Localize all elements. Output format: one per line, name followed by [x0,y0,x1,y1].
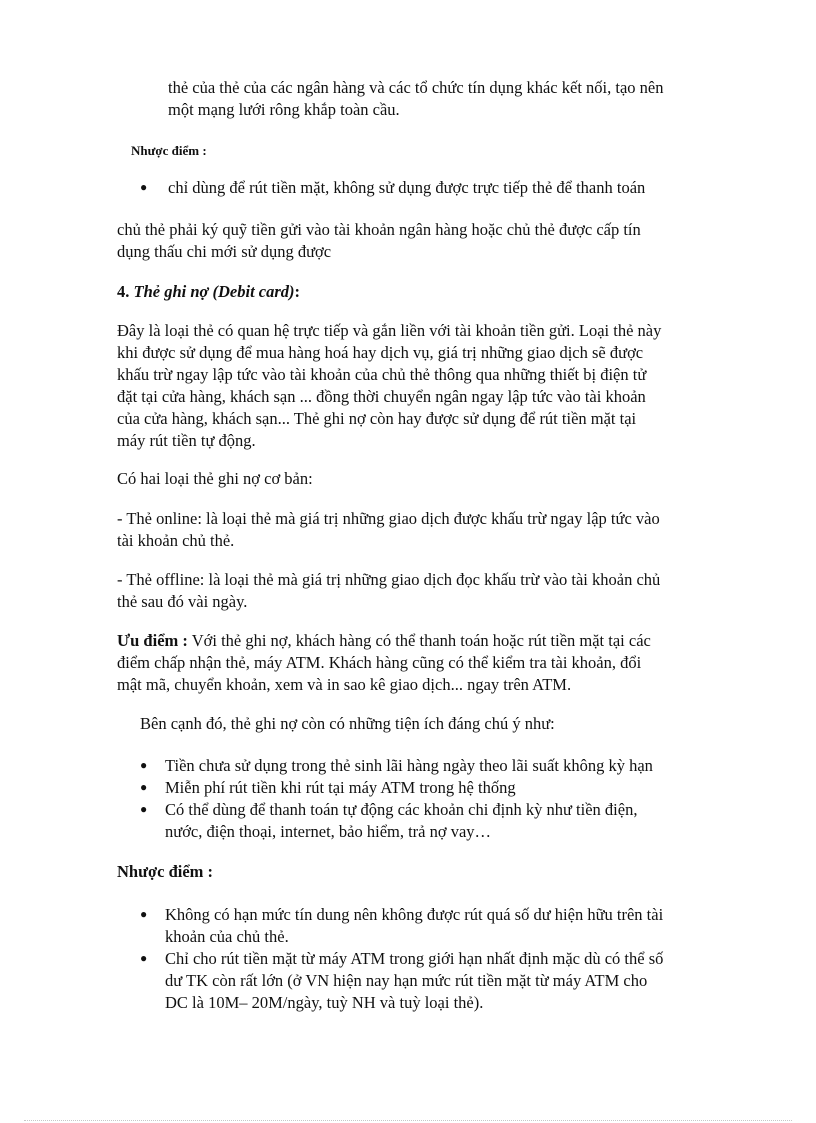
offline-line-2: thẻ sau đó vài ngày. [117,592,248,611]
feature-3-line-2: nước, điện thoại, internet, bảo hiểm, trả nợ vay… [165,822,492,841]
advantage-line-3: mật mã, chuyển khoản, xem và in sao kê giao dịch... ngay trên ATM. [117,675,572,694]
online-line-1: - Thẻ online: là loại thẻ mà giá trị những giao dịch được khấu trừ ngay lập tức vào [117,509,660,528]
page-bottom-divider [24,1120,792,1121]
disadvantage-2-line-1: Chỉ cho rút tiền mặt từ máy ATM trong giới hạn nhất định mặc dù có thể số [165,949,664,968]
debit-desc-line-3: khấu trừ ngay lập tức vào tài khoản của chủ thẻ thông qua những thiết bị điện tử [117,365,647,384]
disadvantage-1-line-1: Không có hạn mức tín dung nên không được rút quá số dư hiện hữu trên tài [165,905,664,924]
advantage-text: Với thẻ ghi nợ, khách hàng có thể thanh toán hoặc rút tiền mặt tại các [191,631,651,650]
section-colon: : [294,282,301,301]
disadvantage-2-line-2: dư TK còn rất lớn (ở VN hiện nay hạn mức rút tiền mặt từ máy ATM cho [165,971,648,990]
section-number: 4. [117,282,130,301]
bullet-icon: ● [140,180,148,194]
advantage-line-2: điểm chấp nhận thẻ, máy ATM. Khách hàng cũng có thể kiểm tra tài khoản, đổi [117,653,642,672]
feature-2: Miễn phí rút tiền khi rút tại máy ATM trong hệ thống [165,778,516,797]
intro-line-1: thẻ của thẻ của các ngân hàng và các tổ chức tín dụng khác kết nối, tạo nên [168,78,664,97]
section-title: Thẻ ghi nợ (Debit card) [133,282,295,301]
bullet-icon: ● [140,802,148,816]
feature-3-line-1: Có thể dùng để thanh toán tự động các khoản chi định kỳ như tiền điện, [165,800,638,819]
disadvantage-1-line-2: khoản của chủ thẻ. [165,927,289,946]
offline-line-1: - Thẻ offline: là loại thẻ mà giá trị những giao dịch đọc khấu trừ vào tài khoản chủ [117,570,661,589]
disadvantage-2-line-3: DC là 10M– 20M/ngày, tuỳ NH và tuỳ loại thẻ). [165,993,484,1012]
debit-desc-line-2: khi được sử dụng để mua hàng hoá hay dịch vụ, giá trị những giao dịch sẽ được [117,343,644,362]
advantage-line-1 [117,630,757,651]
section-heading [117,281,757,302]
debit-desc-line-5: của cửa hàng, khách sạn... Thẻ ghi nợ còn hay được sử dụng để rút tiền mặt tại [117,409,637,428]
disadvantage-label: Nhược điểm : [117,862,214,881]
feature-1: Tiền chưa sử dụng trong thẻ sinh lãi hàng ngày theo lãi suất không kỳ hạn [165,756,653,775]
features-intro: Bên cạnh đó, thẻ ghi nợ còn có những tiện ích đáng chú ý như: [140,714,555,733]
debit-desc-line-6: máy rút tiền tự động. [117,431,256,450]
atm-bullet-text: chỉ dùng để rút tiền mặt, không sử dụng được trực tiếp thẻ để thanh toán [168,178,646,197]
debit-desc-line-4: đặt tại cửa hàng, khách sạn ... đồng thời chuyển ngân ngay lập tức vào tài khoản [117,387,646,406]
bullet-icon: ● [140,907,148,921]
two-types-line: Có hai loại thẻ ghi nợ cơ bản: [117,469,313,488]
bullet-icon: ● [140,780,148,794]
debit-desc-line-1: Đây là loại thẻ có quan hệ trực tiếp và gắn liền với tài khoản tiền gửi. Loại thẻ này [117,321,662,340]
intro-line-2: một mạng lưới rông khắp toàn cầu. [168,100,400,119]
advantage-label: Ưu điểm : [117,631,188,650]
deposit-line-1: chủ thẻ phải ký quỹ tiền gửi vào tài khoản ngân hàng hoặc chủ thẻ được cấp tín [117,220,641,239]
deposit-line-2: dụng thấu chi mới sử dụng được [117,242,332,261]
bullet-icon: ● [140,758,148,772]
online-line-2: tài khoản chủ thẻ. [117,531,235,550]
bullet-icon: ● [140,951,148,965]
disadvantage-label-small: Nhược điểm : [131,143,207,158]
